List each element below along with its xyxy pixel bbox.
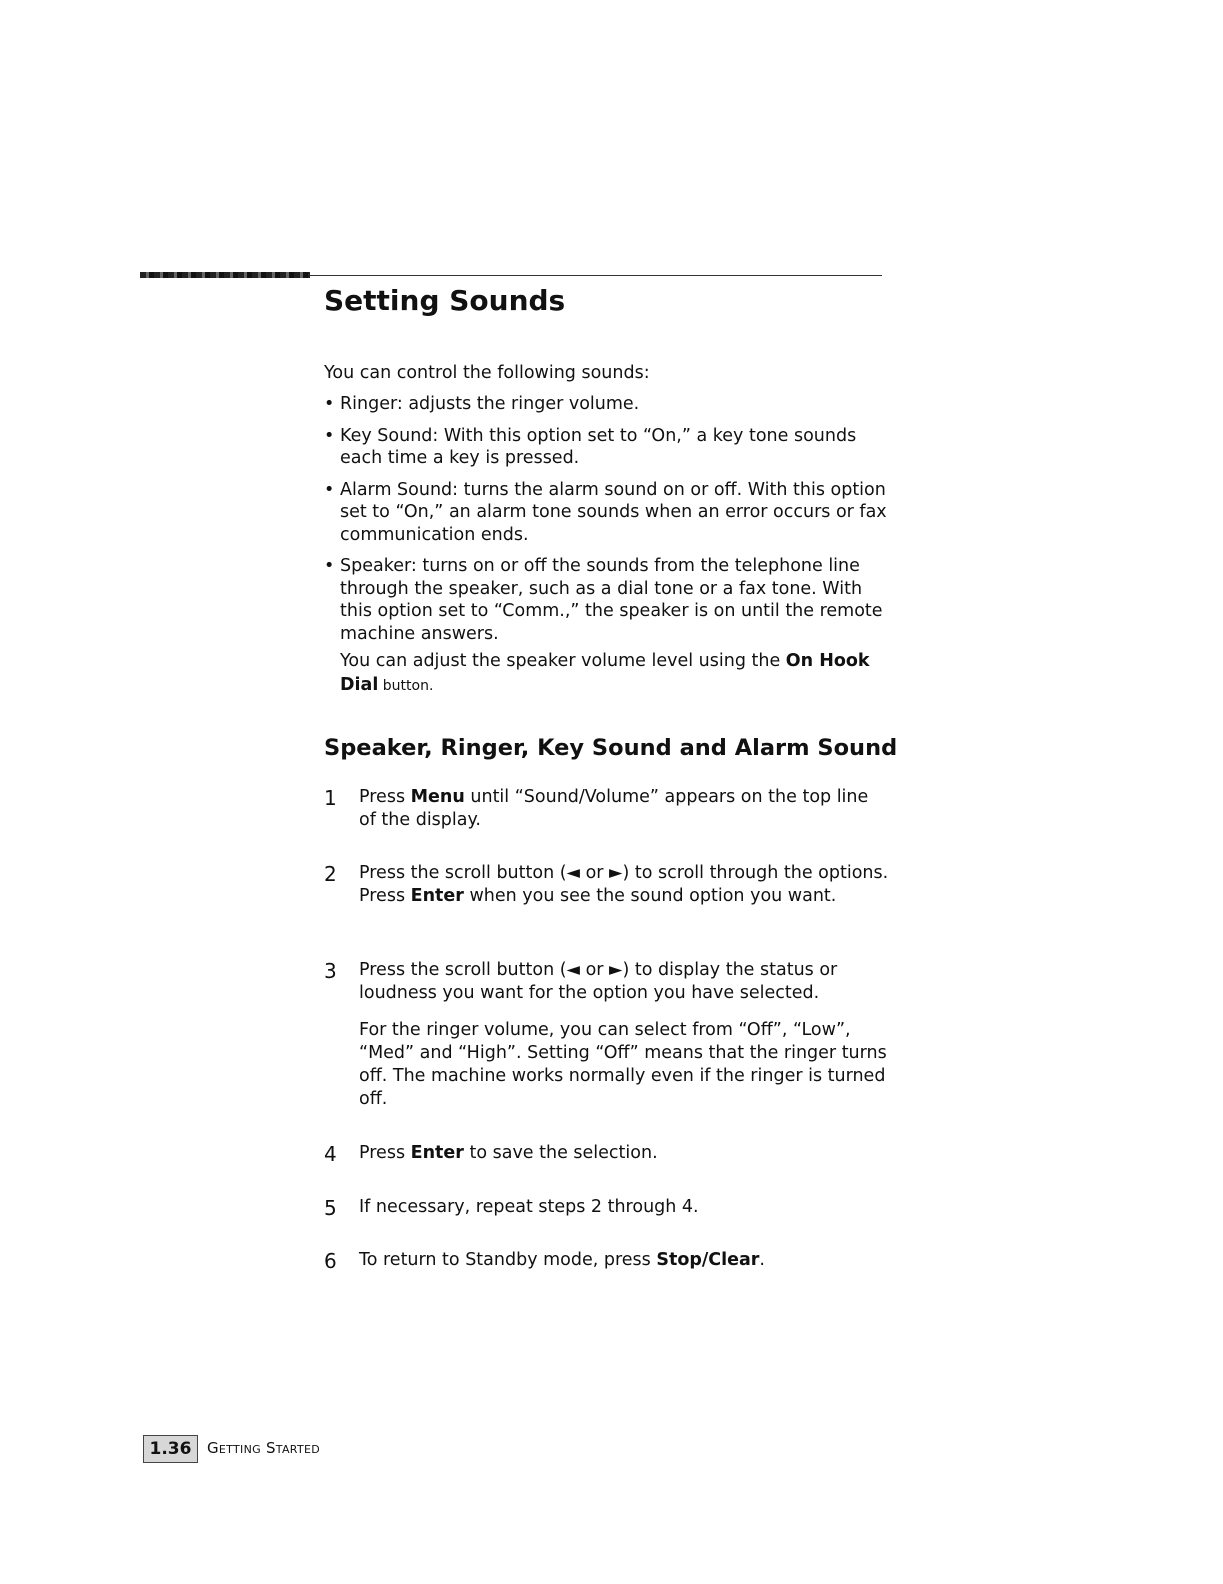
step-text: Press Enter to save the selection. (359, 1143, 658, 1163)
bullet-ringer: Ringer: adjusts the ringer volume. (340, 394, 640, 414)
on-hook-dial-label: On Hook Dial (340, 651, 870, 695)
step-text: If necessary, repeat steps 2 through 4. (359, 1197, 699, 1217)
step-2 (324, 862, 889, 908)
ringer-volume-note: For the ringer volume, you can select from “Off”, “Low”, “Med” and “High”. Setting “Off” means that the ringer turns off. The machine works normally even if the ringer is turned off. (359, 1020, 887, 1109)
list-item: • Alarm Sound: turns the alarm sound on or off. With this option set to “On,” an alarm tone sounds when an error occurs or fax communication ends. (324, 479, 887, 545)
list-item: • Ringer: adjusts the ringer volume. (324, 394, 640, 414)
page-title: Setting Sounds (324, 284, 566, 317)
bullet-speaker: Speaker: turns on or off the sounds from the telephone line through the speaker, such as a dial tone or a fax tone. With this option set to “Comm.,” the speaker is on until the remote machine answers. (340, 556, 883, 644)
step-number: 3 (324, 959, 337, 983)
step-number: 6 (324, 1249, 337, 1273)
bullet-key-sound: Key Sound: With this option set to “On,” a key tone sounds each time a key is pressed. (340, 425, 857, 468)
step-6 (324, 1249, 889, 1272)
step-4 (324, 1142, 889, 1165)
step-1 (324, 786, 889, 832)
footer-section-title: Getting Started (207, 1439, 320, 1457)
header-rule (310, 275, 882, 276)
speaker-volume-note: You can adjust the speaker volume level using the On Hook Dial button. (340, 651, 870, 695)
step-number: 4 (324, 1142, 337, 1166)
step-text: Press Menu until “Sound/Volume” appears on the top line of the display. (359, 787, 869, 830)
step-text: Press the scroll button (◄ or ►) to display the status or loudness you want for the option you have selected. For the ringer volume, you can select from “Off”, “Low”, “Med” and “High”. Setting “Off” means that the ringer turns off. The machine works normally even if the ringer is turned off. (359, 959, 889, 1111)
step-text: Press the scroll button (◄ or ►) to scroll through the options. Press Enter when you see the sound option you want. (359, 863, 889, 906)
step-3 (324, 959, 889, 1111)
list-item: • Speaker: turns on or off the sounds from the telephone line through the speaker, such as a dial tone or a fax tone. With this option set to “Comm.,” the speaker is on until the remote machine answers. (324, 556, 883, 644)
header-decor-bar (140, 272, 310, 278)
intro-text: You can control the following sounds: (324, 363, 650, 383)
section-subheading: Speaker, Ringer, Key Sound and Alarm Sound (324, 735, 898, 761)
step-text: To return to Standby mode, press Stop/Clear. (359, 1250, 765, 1270)
sound-options-list (324, 393, 889, 654)
bullet-alarm-sound: Alarm Sound: turns the alarm sound on or off. With this option set to “On,” an alarm tone sounds when an error occurs or fax communication ends. (340, 479, 887, 545)
step-number: 1 (324, 786, 337, 810)
list-item: • Key Sound: With this option set to “On,” a key tone sounds each time a key is pressed. (324, 425, 857, 468)
step-5 (324, 1196, 889, 1219)
page-number-badge: 1.36 (143, 1435, 198, 1463)
step-number: 5 (324, 1196, 337, 1220)
step-number: 2 (324, 862, 337, 886)
